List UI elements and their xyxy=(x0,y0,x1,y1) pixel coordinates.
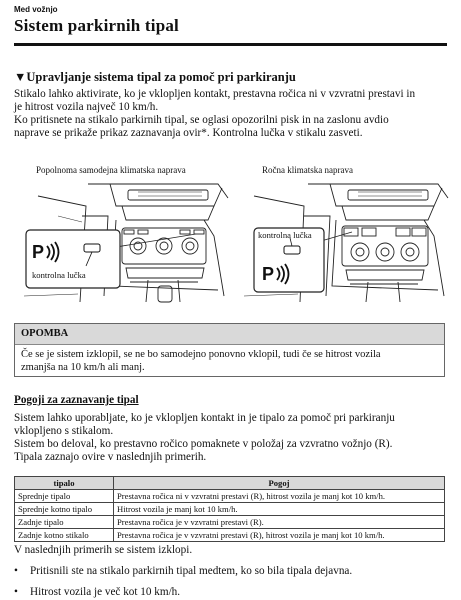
page-title: Sistem parkirnih tipal xyxy=(14,16,179,35)
detection-line: vklopljeno s stikalom. xyxy=(14,425,114,437)
table-row xyxy=(15,503,445,516)
breadcrumb: Med vožnjo xyxy=(14,5,58,14)
note-box xyxy=(14,323,445,377)
table-row xyxy=(15,490,445,503)
detection-line: Sistem lahko uporabljate, ko je vklopljen kontakt in je tipalo za pomoč pri parkiranju xyxy=(14,412,395,424)
table-cell-condition: Prestavna ročica je v vzvratni prestavi (R), hitrost vozila je manj kot 10 km/h. xyxy=(114,529,445,542)
list-item xyxy=(14,586,180,599)
table-cell-sensor: Sprednje kotno tipalo xyxy=(15,503,114,516)
column-header-sensor: tipalo xyxy=(15,477,114,490)
note-line: Če se je sistem izklopil, se ne bo samodejno ponovno vklopil, tudi če se hitrost vozila xyxy=(21,349,381,360)
table-cell-sensor: Zadnje kotno stikalo xyxy=(15,529,114,542)
detection-line: Tipala zaznajo ovire v naslednjih primerih. xyxy=(14,451,207,463)
table-row xyxy=(15,516,445,529)
figure-caption-manual-climate: Ročna klimatska naprava xyxy=(262,165,353,175)
shutoff-intro: V naslednjih primerih se sistem izklopi. xyxy=(14,544,193,556)
list-item xyxy=(14,565,352,578)
intro-line: naprave se prikaže prikaz zaznavanja ovir*. Kontrolna lučka v stikalu zasveti. xyxy=(14,127,363,139)
indicator-label-left: kontrolna lučka xyxy=(32,270,86,280)
indicator-label-right: kontrolna lučka xyxy=(258,230,312,240)
intro-line: je hitrost vozila največ 10 km/h. xyxy=(14,101,159,113)
intro-line: Ko pritisnete na stikalo parkirnih tipal, se oglasi opozorilni pisk in na zaslonu avdio xyxy=(14,114,389,126)
column-header-condition: Pogoj xyxy=(114,477,445,490)
switch-symbol: P xyxy=(32,242,45,262)
page-header xyxy=(14,5,447,36)
list-item-text: Pritisnili ste na stikalo parkirnih tipal medtem, ko so bila tipala dejavna. xyxy=(30,565,353,577)
figure-caption-auto-climate: Popolnoma samodejna klimatska naprava xyxy=(36,165,186,175)
table-cell-condition: Hitrost vozila je manj kot 10 km/h. xyxy=(114,503,445,516)
bullet-glyph: • xyxy=(14,565,18,577)
switch-symbol: P xyxy=(262,264,275,284)
table-row xyxy=(15,529,445,542)
dashboard-illustration-right xyxy=(234,176,450,306)
detection-paragraph xyxy=(14,412,449,464)
intro-paragraph xyxy=(14,88,449,140)
note-line: zmanjša na 10 km/h ali manj. xyxy=(21,362,145,373)
list-item-text: Hitrost vozila je več kot 10 km/h. xyxy=(30,586,181,598)
table-cell-sensor: Zadnje tipalo xyxy=(15,516,114,529)
intro-line: Stikalo lahko aktivirate, ko je vklopljen kontakt, prestavna ročica ni v vzvratni prestavi in xyxy=(14,88,416,100)
detection-line: Sistem bo deloval, ko prestavno ročico pomaknete v položaj za vzvratno vožnjo (R). xyxy=(14,438,393,450)
table-cell-sensor: Sprednje tipalo xyxy=(15,490,114,503)
table-header-row xyxy=(15,477,445,490)
table-cell-condition: Prestavna ročica je v vzvratni prestavi (R). xyxy=(114,516,445,529)
dashboard-illustration-left xyxy=(18,176,230,306)
section-title: ▼Upravljanje sistema tipal za pomoč pri parkiranju xyxy=(14,70,296,84)
header-rule xyxy=(14,43,447,46)
detection-subtitle: Pogoji za zaznavanje tipal xyxy=(14,394,139,406)
bullet-glyph: • xyxy=(14,586,18,598)
table-cell-condition: Prestavna ročica ni v vzvratni prestavi (R), hitrost vozila je manj kot 10 km/h. xyxy=(114,490,445,503)
note-text xyxy=(15,345,444,374)
detection-table xyxy=(14,476,445,542)
note-heading: OPOMBA xyxy=(15,324,444,345)
